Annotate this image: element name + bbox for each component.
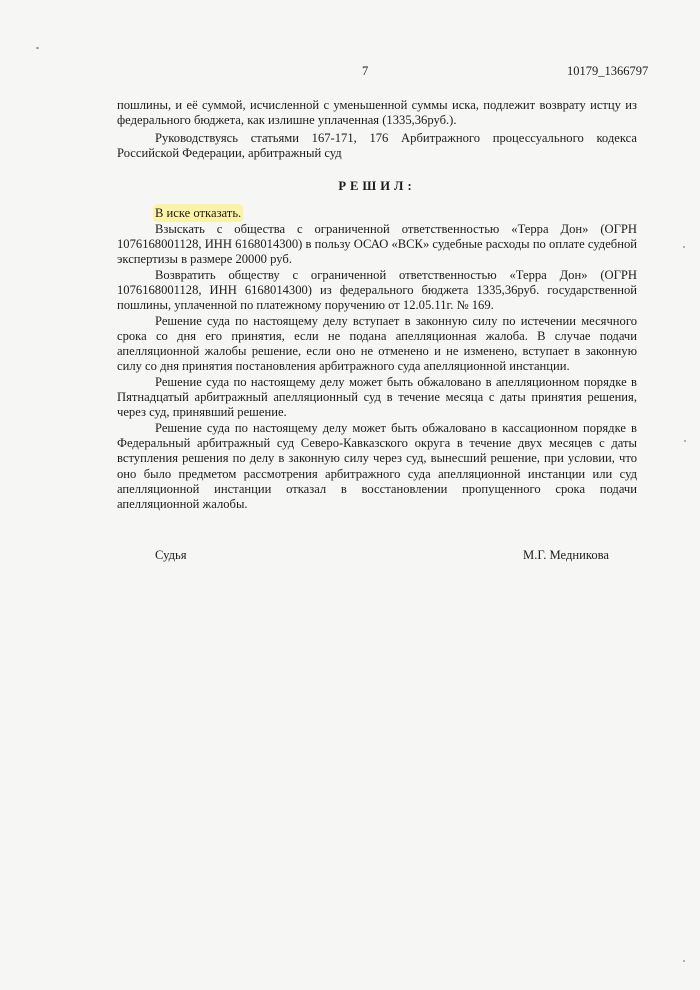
paragraph-duty-refund: пошлины, и её суммой, исчисленной с уменьшенной суммы иска, подлежит возврату истцу из федерального бюджета, как излишне уплаченная (1335,36руб.).: [117, 98, 637, 128]
highlighted-claim-denied: В иске отказать.: [155, 206, 242, 221]
scan-speck: [683, 960, 685, 962]
paragraph-refund-duty: Возвратить обществу с ограниченной ответственностью «Терра Дон» (ОГРН 1076168001128, ИНН 6168014300) из федерального бюджета 1335,36руб. государственной пошлины, уплаченной по платежному поручению от 12.05.11г. № 169.: [117, 267, 637, 313]
scan-speck: [683, 246, 685, 248]
paragraph-cassation: Решение суда по настоящему делу может быть обжаловано в кассационном порядке в Федеральный арбитражный суд Северо-Кавказского округа в течение двух месяцев с даты вступления решения по делу в законную силу через суд, вынесший решение, при условии, что оно было предметом рассмотрения арбитражного суда апелляционной инстанции или суд апелляционной инстанции отказал в восстановлении пропущенного срока подачи апелляционной жалобы.: [117, 420, 637, 512]
document-id: 10179_1366797: [567, 64, 649, 78]
document-body: [117, 98, 637, 512]
paragraph-appeal: Решение суда по настоящему делу может быть обжаловано в апелляционном порядке в Пятнадцатый арбитражный апелляционный суд в течение месяца с даты принятия решения, через суд, принявший решение.: [117, 374, 637, 420]
page-number: 7: [362, 64, 369, 78]
paragraph-recover-expenses: Взыскать с общества с ограниченной ответственностью «Терра Дон» (ОГРН 1076168001128, ИНН 6168014300) в пользу ОСАО «ВСК» судебные расходы по оплате судебной экспертизы в размере 20000 руб.: [117, 221, 637, 267]
judge-name: М.Г. Медникова: [523, 548, 609, 562]
paragraph-legal-basis: Руководствуясь статьями 167-171, 176 Арбитражного процессуального кодекса Российской Федерации, арбитражный суд: [117, 130, 637, 160]
scan-speck: [36, 47, 39, 49]
ruling-heading: РЕШИЛ:: [338, 179, 416, 194]
judge-label: Судья: [155, 548, 187, 562]
paragraph-entry-into-force: Решение суда по настоящему делу вступает в законную силу по истечении месячного срока со дня его принятия, если не подана апелляционная жалоба. В случае подачи апелляционной жалобы решение, если оно не отменено и не изменено, вступает в законную силу со дня принятия постановления арбитражного суда апелляционной инстанции.: [117, 313, 637, 374]
paragraph-claim-denied: [117, 206, 637, 221]
scan-speck: [684, 440, 686, 442]
